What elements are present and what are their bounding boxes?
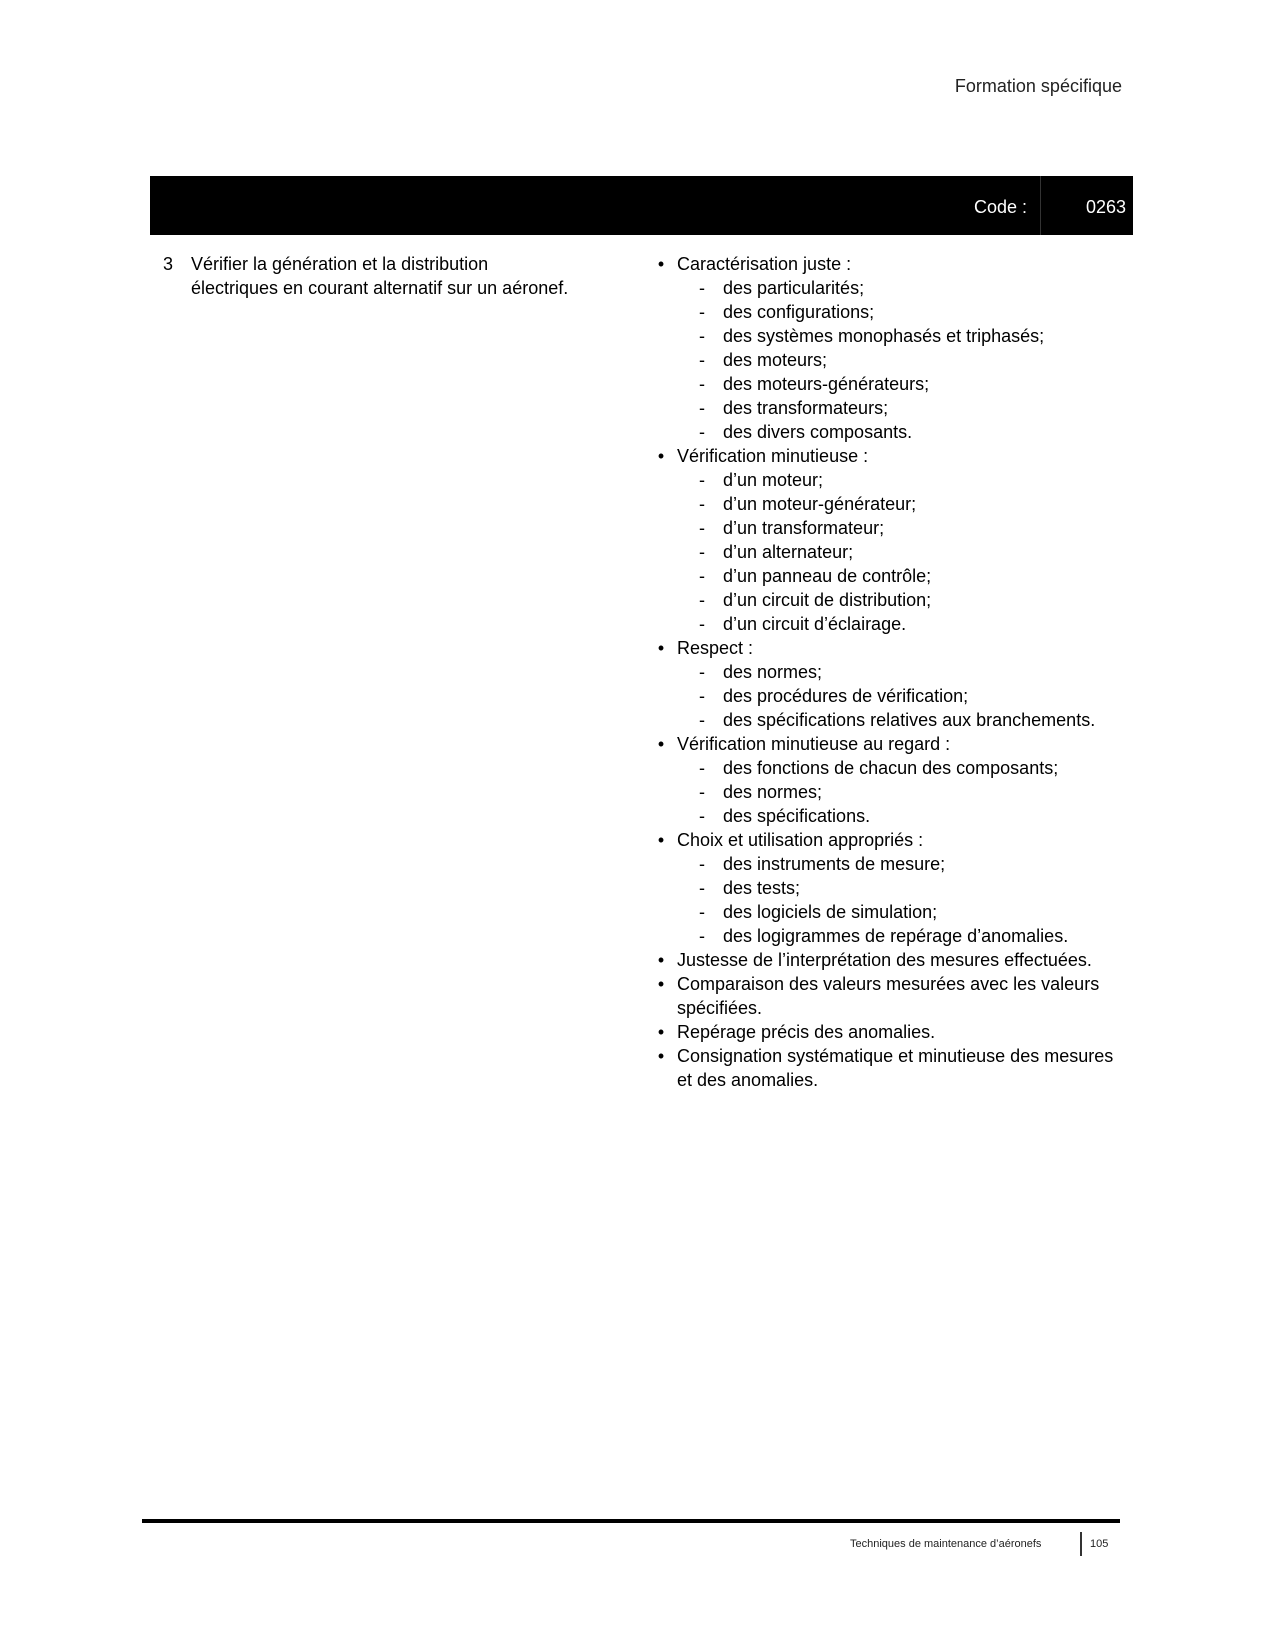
criterion-item [655, 1020, 1125, 1044]
criterion-subitem-text: d’un transformateur; [723, 518, 885, 538]
criterion-subitem [699, 300, 1125, 324]
criterion-title: Caractérisation juste : [677, 254, 852, 274]
criterion-subitem [699, 348, 1125, 372]
criterion-subitem-text: d’un circuit de distribution; [723, 590, 932, 610]
element-text-line1: Vérifier la génération et la distribution [191, 254, 489, 274]
criterion-subitem [699, 804, 1125, 828]
criterion-subitem [699, 564, 1125, 588]
criterion-item [655, 948, 1125, 972]
dash-icon: - [699, 686, 705, 706]
element-number: 3 [163, 254, 174, 274]
dash-icon: - [699, 518, 705, 538]
criterion-subitem [699, 780, 1125, 804]
bullet-icon: • [657, 950, 665, 970]
criterion-item [655, 972, 1125, 1020]
criterion-subitem-text: d’un moteur-générateur; [723, 494, 917, 514]
dash-icon: - [699, 590, 705, 610]
bullet-icon: • [657, 446, 665, 466]
criterion-subitem-text: des divers composants. [723, 422, 913, 442]
footer-program-title: Techniques de maintenance d’aéronefs [850, 1538, 1042, 1550]
criterion-subitem-text: des logigrammes de repérage d’anomalies. [723, 926, 1069, 946]
bullet-icon: • [657, 1022, 665, 1042]
dash-icon: - [699, 422, 705, 442]
criterion-subitem-text: des spécifications relatives aux branchements. [723, 710, 1096, 730]
criterion-title: Respect : [677, 638, 754, 658]
dash-icon: - [699, 710, 705, 730]
criterion-subitem-text: des tests; [723, 878, 801, 898]
dash-icon: - [699, 878, 705, 898]
dash-icon: - [699, 854, 705, 874]
bullet-icon: • [657, 638, 665, 658]
bullet-icon: • [657, 974, 665, 994]
criterion-subitem [699, 540, 1125, 564]
dash-icon: - [699, 350, 705, 370]
criterion-subitem [699, 396, 1125, 420]
criterion-item [655, 252, 1125, 444]
criterion-title: Vérification minutieuse au regard : [677, 734, 951, 754]
criterion-subitem [699, 372, 1125, 396]
code-value: 0263 [1085, 197, 1126, 217]
dash-icon: - [699, 494, 705, 514]
dash-icon: - [699, 662, 705, 682]
criterion-subitem [699, 588, 1125, 612]
dash-icon: - [699, 782, 705, 802]
criterion-title: Choix et utilisation appropriés : [677, 830, 924, 850]
criterion-subitem [699, 660, 1125, 684]
criterion-subitem [699, 876, 1125, 900]
criterion-subitem [699, 468, 1125, 492]
element-text-line2: électriques en courant alternatif sur un aéronef. [191, 278, 569, 298]
criterion-subitem-text: des moteurs-générateurs; [723, 374, 930, 394]
criterion-subitem [699, 516, 1125, 540]
criterion-subitem-text: d’un moteur; [723, 470, 824, 490]
criterion-title: Vérification minutieuse : [677, 446, 869, 466]
bullet-icon: • [657, 830, 665, 850]
criterion-subitem-text: des normes; [723, 782, 823, 802]
criterion-subitem-text: des particularités; [723, 278, 865, 298]
criterion-subitem-text: des logiciels de simulation; [723, 902, 938, 922]
criterion-subitem [699, 492, 1125, 516]
performance-criteria-list [655, 252, 1125, 1092]
criterion-subitem [699, 276, 1125, 300]
code-label: Code : [974, 197, 1028, 217]
dash-icon: - [699, 302, 705, 322]
code-separator [1040, 176, 1041, 235]
dash-icon: - [699, 374, 705, 394]
dash-icon: - [699, 806, 705, 826]
dash-icon: - [699, 470, 705, 490]
footer-separator [1080, 1532, 1082, 1556]
document-header-title: Formation spécifique [954, 76, 1122, 96]
criterion-subitem [699, 900, 1125, 924]
bullet-icon: • [657, 254, 665, 274]
criterion-item [655, 1044, 1125, 1092]
criterion-subitem-text: des moteurs; [723, 350, 828, 370]
dash-icon: - [699, 614, 705, 634]
criterion-title: Comparaison des valeurs mesurées avec les valeurs spécifiées. [677, 974, 1100, 1018]
dash-icon: - [699, 566, 705, 586]
criterion-item [655, 636, 1125, 732]
bullet-icon: • [657, 1046, 665, 1066]
dash-icon: - [699, 278, 705, 298]
criterion-subitem [699, 324, 1125, 348]
dash-icon: - [699, 542, 705, 562]
criterion-title: Consignation systématique et minutieuse des mesures et des anomalies. [677, 1046, 1114, 1090]
criterion-item [655, 732, 1125, 828]
footer-rule [142, 1519, 1120, 1523]
bullet-icon: • [657, 734, 665, 754]
dash-icon: - [699, 326, 705, 346]
criterion-subitem [699, 420, 1125, 444]
criterion-subitem [699, 924, 1125, 948]
criterion-subitem-text: d’un circuit d’éclairage. [723, 614, 907, 634]
dash-icon: - [699, 902, 705, 922]
criterion-title: Repérage précis des anomalies. [677, 1022, 936, 1042]
competency-element [163, 252, 633, 300]
criterion-subitem-text: des transformateurs; [723, 398, 889, 418]
dash-icon: - [699, 758, 705, 778]
criterion-subitem [699, 852, 1125, 876]
criterion-title: Justesse de l’interprétation des mesures effectuées. [677, 950, 1092, 970]
criterion-subitem [699, 612, 1125, 636]
dash-icon: - [699, 398, 705, 418]
dash-icon: - [699, 926, 705, 946]
page-number: 105 [1090, 1538, 1109, 1550]
criterion-subitem-text: des configurations; [723, 302, 875, 322]
criterion-subitem-text: des procédures de vérification; [723, 686, 969, 706]
criterion-item [655, 828, 1125, 948]
criterion-subitem [699, 756, 1125, 780]
criterion-item [655, 444, 1125, 636]
criterion-subitem-text: des normes; [723, 662, 823, 682]
criterion-subitem-text: d’un alternateur; [723, 542, 854, 562]
criterion-subitem [699, 708, 1125, 732]
criterion-subitem-text: des instruments de mesure; [723, 854, 946, 874]
criterion-subitem-text: des spécifications. [723, 806, 871, 826]
criterion-subitem-text: des fonctions de chacun des composants; [723, 758, 1059, 778]
criterion-subitem-text: des systèmes monophasés et triphasés; [723, 326, 1045, 346]
criterion-subitem-text: d’un panneau de contrôle; [723, 566, 932, 586]
criterion-subitem [699, 684, 1125, 708]
